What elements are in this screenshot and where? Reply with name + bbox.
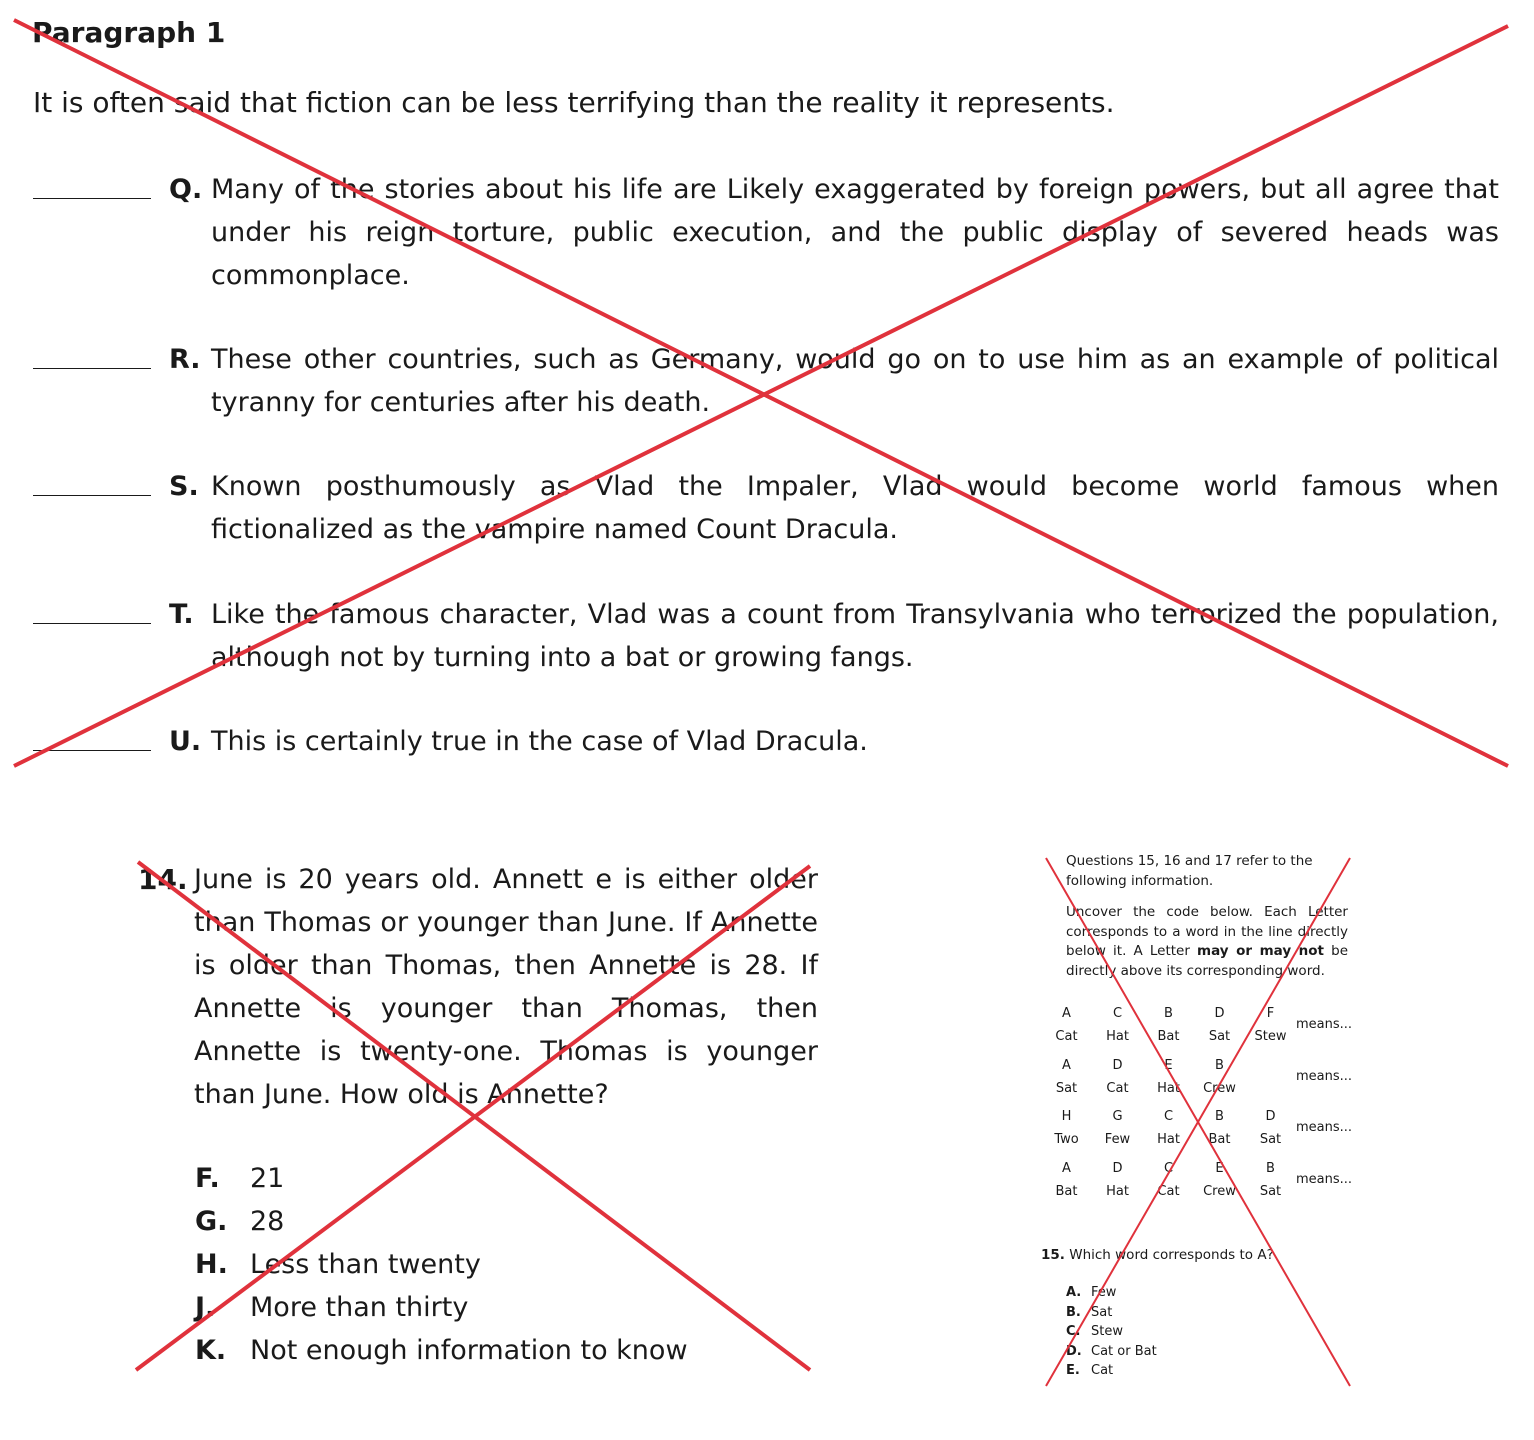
sentence-letter: U. [169,726,202,757]
sentence-q [33,168,1499,297]
code-letter: B [1215,1058,1224,1073]
code-letter: G [1112,1109,1123,1124]
code-letter: A [1062,1161,1071,1176]
code-letter: E [1215,1161,1224,1176]
option-text: Not enough information to know [250,1335,688,1366]
question-14 [138,858,818,1116]
sentence-text: This is certainly true in the case of Vlad Dracula. [211,726,868,757]
answer-option[interactable] [1066,1303,1157,1323]
means-label: means... [1296,1172,1353,1187]
means-label: means... [1296,1017,1353,1032]
code-cell [1245,1004,1296,1050]
code-cell [1092,1107,1143,1153]
option-letter: K. [195,1335,227,1366]
code-cell [1143,1159,1194,1205]
sentence-text: Many of the stories about his life are Likely exaggerated by foreign powers, but all agree that under his reign torture, public execution, and the public display of severed heads was commonplace. [211,174,1499,291]
code-cell [1041,1004,1092,1050]
code-cell [1194,1107,1245,1153]
answer-options [195,1157,688,1372]
answer-blank[interactable] [33,465,151,496]
answer-option[interactable] [195,1243,688,1286]
sentence-text: These other countries, such as Germany, would go on to use him as an example of political tyranny for centuries after his death. [211,344,1499,418]
option-text: Stew [1091,1324,1123,1339]
sentence-r [33,338,1499,424]
answer-option[interactable] [195,1200,688,1243]
code-word: Bat [1157,1029,1180,1044]
code-cell [1143,1004,1194,1050]
code-cell [1041,1056,1092,1102]
option-letter: B. [1066,1304,1081,1320]
code-cell [1092,1056,1143,1102]
answer-blank[interactable] [33,168,151,199]
code-word: Hat [1157,1132,1180,1147]
code-cell [1092,1004,1143,1050]
code-word: Hat [1106,1184,1129,1199]
sentence-text: Like the famous character, Vlad was a count from Transylvania who terrorized the population, although not by turning into a bat or growing fangs. [211,599,1499,673]
option-text: Sat [1091,1304,1113,1320]
code-cell [1194,1004,1245,1050]
code-row [1040,1004,1353,1052]
option-letter: A. [1066,1285,1082,1300]
code-word: Sat [1208,1029,1231,1044]
code-cell [1041,1107,1092,1153]
code-letter: E [1164,1058,1173,1073]
option-letter: D. [1066,1343,1082,1359]
question-text: Which word corresponds to A? [1069,1247,1274,1263]
code-letter: A [1062,1006,1071,1021]
code-cell [1194,1159,1245,1205]
code-letter: C [1163,1109,1174,1124]
answer-blank[interactable] [33,593,151,624]
code-letter: C [1163,1161,1174,1176]
answer-options [1066,1283,1157,1381]
answer-option[interactable] [1066,1322,1157,1342]
instruction-text: Uncover the code below. Each Letter corresponds to a word in the line directly below it. A Letter [1066,904,1348,959]
answer-option[interactable] [1066,1342,1157,1362]
option-letter: G. [195,1206,228,1237]
option-letter: J. [195,1292,216,1323]
code-word: Two [1054,1132,1079,1147]
sentence-t [33,593,1499,679]
answer-option[interactable] [1066,1283,1157,1303]
code-cell [1245,1159,1296,1205]
insert-instructions [1066,903,1348,981]
code-cell [1143,1107,1194,1153]
sentence-letter: S. [169,471,199,502]
question-text: June is 20 years old. Annett e is either older than Thomas or younger than June. If Annette is older than Thomas, then Annette is 28. If Annette is younger than Thomas, then Annette is twenty-one. Thomas is younger than June. How old is Annette? [194,864,818,1110]
code-letter: A [1062,1058,1071,1073]
sentence-s [33,465,1499,551]
code-letter: H [1061,1109,1072,1124]
option-text: Less than twenty [250,1249,481,1280]
code-letter: D [1112,1058,1123,1073]
answer-blank[interactable] [33,338,151,369]
insert-intro: Questions 15, 16 and 17 refer to the following information. [1066,853,1313,889]
code-word: Bat [1055,1184,1078,1199]
question-number: 14. [138,863,188,896]
option-letter: C. [1066,1324,1081,1339]
code-letter: F [1266,1006,1275,1021]
code-word: Crew [1203,1184,1236,1199]
code-word: Bat [1208,1132,1231,1147]
code-letter: C [1112,1006,1123,1021]
paragraph-heading: Paragraph 1 [32,16,226,49]
code-word: Sat [1259,1132,1282,1147]
code-word: Cat [1055,1029,1078,1044]
option-text: Few [1091,1285,1117,1300]
answer-blank[interactable] [33,720,151,751]
code-word: Hat [1157,1081,1180,1096]
code-word: Stew [1254,1029,1287,1044]
code-word: Cat [1106,1081,1129,1096]
means-label: means... [1296,1069,1353,1084]
option-letter: F. [195,1163,220,1194]
option-text: Cat or Bat [1091,1343,1157,1359]
sentence-text: Known posthumously as Vlad the Impaler, Vlad would become world famous when fictionalized as the vampire named Count Dracula. [211,471,1499,545]
instruction-emphasis: may or may not [1197,943,1324,959]
sentence-u [33,720,1499,763]
code-word: Few [1104,1132,1131,1147]
answer-option[interactable] [195,1157,688,1200]
question-number: 15. [1041,1247,1065,1263]
code-cell [1194,1056,1245,1102]
code-word: Hat [1106,1029,1129,1044]
sentence-letter: R. [169,344,201,375]
code-word: Cat [1157,1184,1180,1199]
option-letter: E. [1066,1363,1080,1378]
code-cell [1143,1056,1194,1102]
means-label: means... [1296,1120,1353,1135]
code-letter: B [1215,1109,1224,1124]
answer-option[interactable] [1066,1361,1157,1381]
option-text: More than thirty [250,1292,469,1323]
code-letter: B [1164,1006,1173,1021]
option-text: 28 [250,1206,285,1237]
code-word: Sat [1259,1184,1282,1199]
code-row [1040,1159,1353,1207]
option-text: Cat [1091,1363,1114,1378]
code-cell [1245,1107,1296,1153]
code-row [1040,1107,1353,1155]
code-letter: B [1266,1161,1275,1176]
code-letter: D [1214,1006,1225,1021]
paragraph-intro: It is often said that fiction can be less terrifying than the reality it represents. [33,86,1115,119]
code-word: Crew [1203,1081,1236,1096]
option-text: 21 [250,1163,285,1194]
code-letter: D [1112,1161,1123,1176]
answer-option[interactable] [195,1329,688,1372]
code-cell [1092,1159,1143,1205]
code-letter: D [1265,1109,1276,1124]
question-15 [1041,1246,1274,1266]
code-word: Sat [1055,1081,1078,1096]
code-row [1040,1056,1353,1104]
option-letter: H. [195,1249,228,1280]
instruction-text: be directly above its corresponding word. [1066,943,1348,979]
sentence-letter: Q. [169,174,203,205]
answer-option[interactable] [195,1286,688,1329]
code-cell [1041,1159,1092,1205]
sentence-letter: T. [169,599,194,630]
